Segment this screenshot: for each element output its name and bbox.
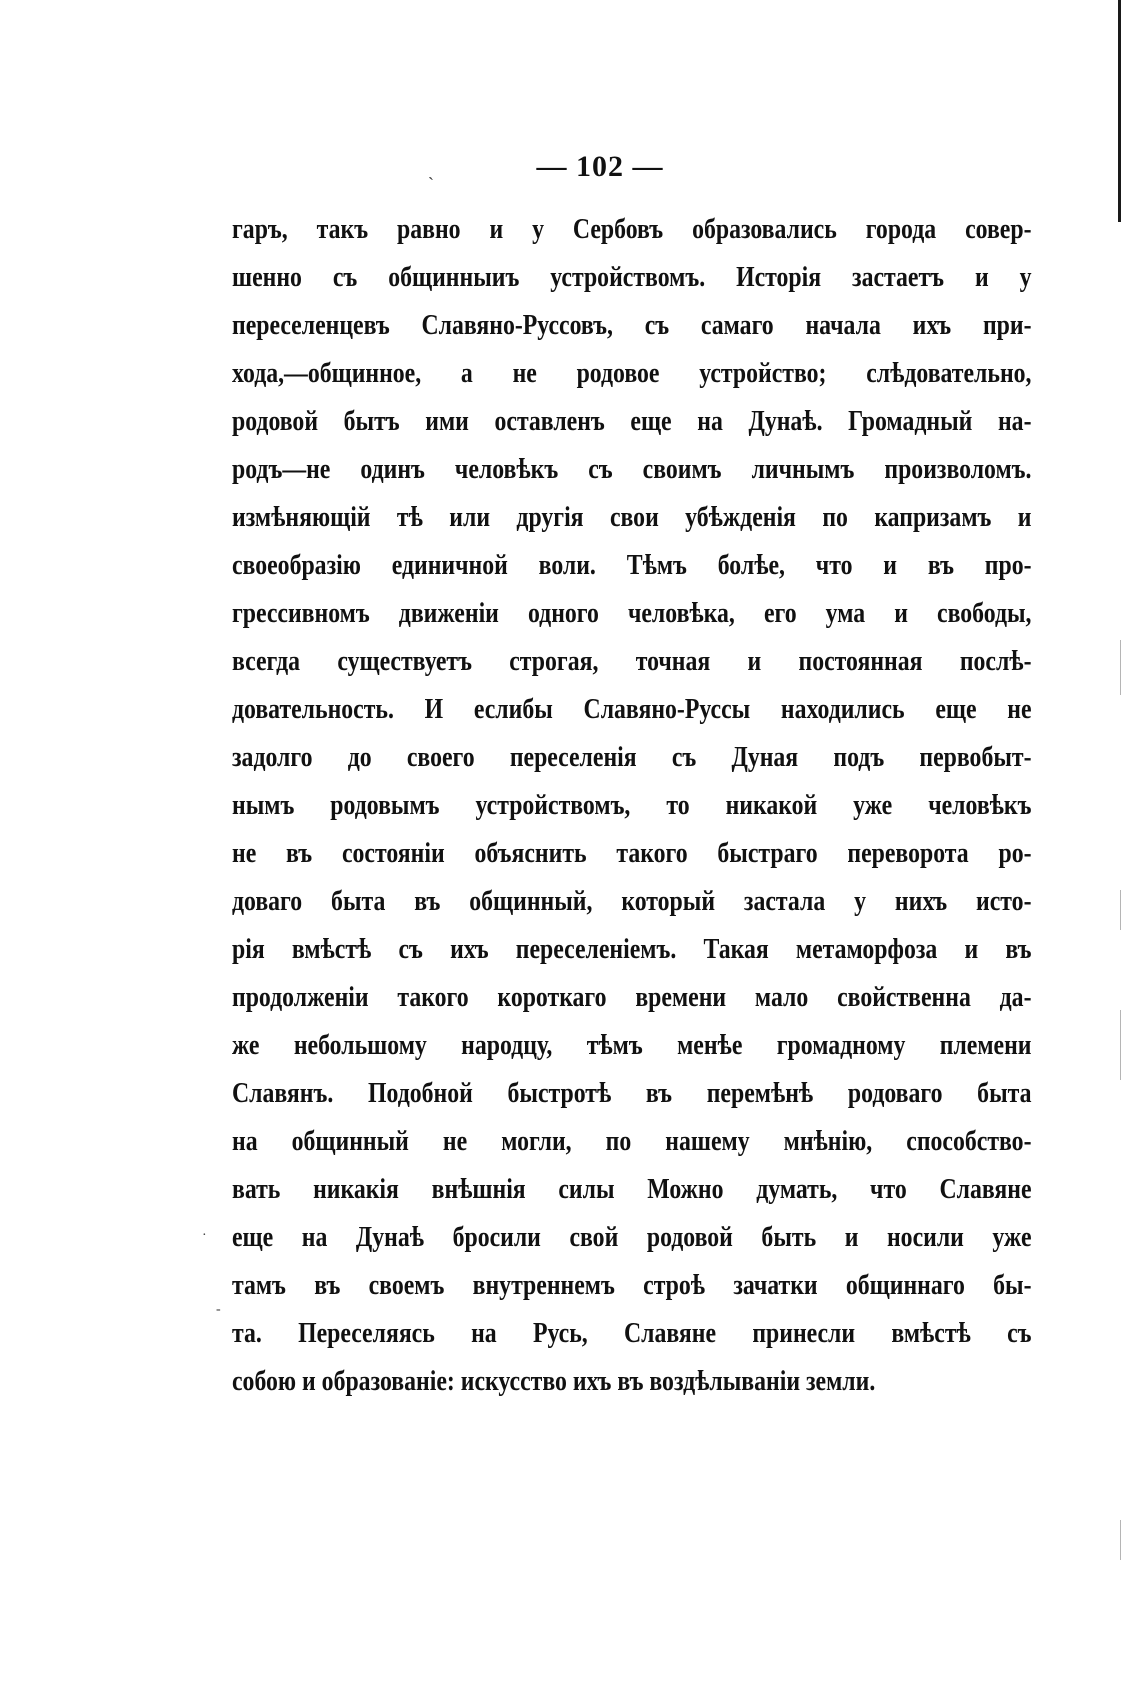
scan-edge-mark xyxy=(1120,1010,1121,1080)
text-line: еще на Дунаѣ бросили свой родовой быть и носили уже xyxy=(232,1221,1032,1253)
scan-edge-mark xyxy=(1120,640,1121,695)
stray-mark: · xyxy=(202,1228,207,1243)
text-line: тамъ въ своемъ внутреннемъ строѣ зачатки общиннаго бы- xyxy=(232,1269,1032,1301)
text-line: продолженіи такого короткаго времени мало свойственна да- xyxy=(232,981,1032,1013)
scan-edge-line xyxy=(1118,0,1121,222)
text-line: родъ—не одинъ человѣкъ съ своимъ личнымъ произволомъ. xyxy=(232,453,1032,485)
text-line: грессивномъ движеніи одного человѣка, его ума и свободы, xyxy=(232,597,1032,629)
text-line: родовой бытъ ими оставленъ еще на Дунаѣ. Громадный на- xyxy=(232,405,1032,437)
scan-edge-mark xyxy=(1120,1520,1121,1560)
text-line: задолго до своего переселенія съ Дуная подъ первобыт- xyxy=(232,741,1032,773)
text-line: шенно съ общинныиъ устройствомъ. Исторія застаетъ и у xyxy=(232,261,1032,293)
page-number-header xyxy=(0,150,1140,184)
text-line: переселенцевъ Славяно-Руссовъ, съ самаго начала ихъ при- xyxy=(232,309,1032,341)
text-line: та. Переселяясь на Русь, Славяне принесли вмѣстѣ съ xyxy=(232,1317,1032,1349)
stray-mark: ˏ xyxy=(428,160,434,180)
text-line: гаръ, такъ равно и у Сербовъ образовались города совер- xyxy=(232,213,1032,245)
text-line: довательность. И еслибы Славяно-Руссы находились еще не xyxy=(232,693,1032,725)
text-line: нымъ родовымъ устройствомъ, то никакой уже человѣкъ xyxy=(232,789,1032,821)
text-line: доваго быта въ общинный, который застала у нихъ исто- xyxy=(232,885,1032,917)
text-line: не въ состояніи объяснить такого быстраго переворота ро- xyxy=(232,837,1032,869)
text-line: измѣняющій тѣ или другія свои убѣжденія по капризамъ и xyxy=(232,501,1032,533)
text-line: рія вмѣстѣ съ ихъ переселеніемъ. Такая метаморфоза и въ xyxy=(232,933,1032,965)
text-line: хода,—общинное, а не родовое устройство; слѣдовательно, xyxy=(232,357,1032,389)
text-line: же небольшому народцу, тѣмъ менѣе громадному племени xyxy=(232,1029,1032,1061)
body-text xyxy=(232,205,1032,1405)
text-line: на общинный не могли, по нашему мнѣнію, способство- xyxy=(232,1125,1032,1157)
text-line: своеобразію единичной воли. Тѣмъ болѣе, что и въ про- xyxy=(232,549,1032,581)
text-line: Славянъ. Подобной быстротѣ въ перемѣнѣ родоваго быта xyxy=(232,1077,1032,1109)
text-line: всегда существуетъ строгая, точная и постоянная послѣ- xyxy=(232,645,1032,677)
stray-mark: - xyxy=(216,1302,221,1317)
scan-edge-mark xyxy=(1120,890,1121,930)
text-line: собою и образованіе: искусство ихъ въ воздѣлываніи земли. xyxy=(232,1365,876,1397)
page-number: — 102 — xyxy=(536,150,664,183)
text-line: вать никакія внѣшнія силы Можно думать, что Славяне xyxy=(232,1173,1032,1205)
